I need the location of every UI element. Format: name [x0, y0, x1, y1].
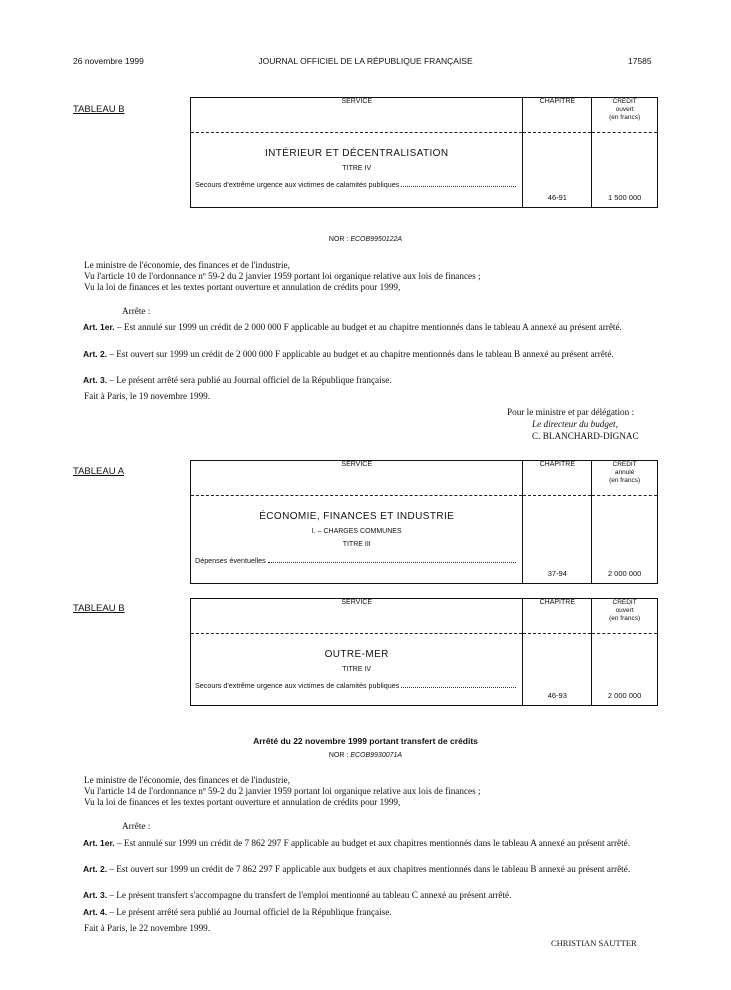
article	[73, 864, 658, 875]
article	[73, 890, 658, 901]
article-text: – Est ouvert sur 1999 un crédit de 2 000 000 F applicable au budget et au chapitre mentionnés dans le tableau B annexé au présent arrêté.	[107, 349, 614, 359]
credit-table	[190, 598, 658, 706]
decree1-intro	[84, 260, 664, 293]
col-chapitre: CHAPITRE	[523, 461, 592, 496]
article-label: Art. 2.	[83, 349, 108, 359]
col-credit-line: ouvert	[615, 106, 634, 113]
item-line	[195, 681, 518, 690]
credit-table	[190, 460, 658, 584]
article-text: – Le présent transfert s'accompagne du transfert de l'emploi mentionné au tableau C annexé au présent arrêté.	[107, 890, 512, 900]
nor-label: NOR :	[328, 752, 349, 759]
titre: TITRE III	[342, 541, 371, 548]
article	[73, 349, 658, 360]
table-label: TABLEAU B	[73, 603, 125, 614]
nor-line	[0, 236, 731, 243]
chapitre-cell	[523, 634, 592, 706]
article	[73, 375, 658, 386]
credit-table	[190, 97, 658, 208]
table-header	[191, 599, 658, 634]
journal-title: JOURNAL OFFICIEL DE LA RÉPUBLIQUE FRANÇAISE	[258, 56, 473, 66]
nor-code: ECOB9950122A	[350, 236, 403, 243]
service-cell	[191, 496, 523, 584]
section-title: INTÉRIEUR ET DÉCENTRALISATION	[265, 148, 449, 159]
col-chapitre: CHAPITRE	[523, 599, 592, 634]
credit-value: 1 500 000	[607, 193, 642, 202]
col-service: SERVICE	[191, 599, 523, 634]
col-credit	[592, 98, 658, 133]
credit-cell	[592, 133, 658, 208]
col-credit-line: CRÉDIT	[612, 98, 637, 105]
signature-name: C. BLANCHARD-DIGNAC	[532, 431, 639, 441]
article-label: Art. 1er.	[83, 322, 115, 332]
intro-line: Vu la loi de finances et les textes portant ouverture et annulation de crédits pour 1999,	[84, 797, 401, 807]
decree-title: Arrêté du 22 novembre 1999 portant transfert de crédits	[253, 736, 478, 746]
article-label: Art. 1er.	[83, 838, 115, 848]
leader-dots	[401, 686, 516, 688]
col-credit-line: CRÉDIT	[612, 599, 637, 606]
item-line	[195, 556, 518, 565]
article-text: – Est ouvert sur 1999 un crédit de 7 862 297 F applicable aux budgets et aux chapitres mentionnés dans le tableau B annexé au présent arrêté.	[107, 864, 631, 874]
chapitre-value: 37-94	[547, 569, 567, 578]
table-body	[191, 133, 658, 208]
signature-name: CHRISTIAN SAUTTER	[551, 938, 637, 948]
nor-line	[0, 752, 731, 759]
table-header	[191, 98, 658, 133]
article-label: Art. 4.	[83, 907, 108, 917]
article-label: Art. 2.	[83, 864, 108, 874]
col-credit-line: annulé	[614, 469, 635, 476]
article-label: Art. 3.	[83, 375, 108, 385]
intro-line: Vu l'article 14 de l'ordonnance nº 59-2 du 2 janvier 1959 portant loi organique relative aux lois de finances ;	[84, 786, 481, 796]
col-credit	[592, 461, 658, 496]
article	[73, 907, 658, 918]
leader-dots	[401, 185, 516, 187]
service-cell	[191, 133, 523, 208]
col-credit-line: (en francs)	[609, 114, 641, 121]
chapitre-cell	[523, 496, 592, 584]
intro-line: Vu l'article 10 de l'ordonnance nº 59-2 du 2 janvier 1959 portant loi organique relative aux lois de finances ;	[84, 271, 481, 281]
col-credit-line: CRÉDIT	[612, 461, 637, 468]
fait-line: Fait à Paris, le 19 novembre 1999.	[84, 391, 211, 401]
table-body	[191, 496, 658, 584]
col-credit	[592, 599, 658, 634]
chapitre-value: 46-93	[547, 691, 567, 700]
article-text: – Est annulé sur 1999 un crédit de 2 000 000 F applicable au budget et au chapitre mentionnés dans le tableau A annexé au présent arrêté.	[114, 322, 622, 332]
article-text: – Est annulé sur 1999 un crédit de 7 862 297 F applicable au budget et aux chapitres mentionnés dans le tableau A annexé au présent arrêté.	[114, 838, 631, 848]
credit-value: 2 000 000	[607, 691, 642, 700]
intro-line: Le ministre de l'économie, des finances et de l'industrie,	[84, 260, 290, 270]
article	[73, 838, 658, 849]
subsection: I. – CHARGES COMMUNES	[311, 528, 402, 535]
credit-cell	[592, 634, 658, 706]
leader-dots	[268, 561, 517, 563]
table-label: TABLEAU B	[73, 104, 125, 115]
item-text: Secours d'extrême urgence aux victimes de calamités publiques	[195, 681, 400, 690]
col-service: SERVICE	[191, 98, 523, 133]
article-text: – Le présent arrêté sera publié au Journal officiel de la République française.	[107, 907, 392, 917]
nor-label: NOR :	[328, 236, 349, 243]
chapitre-value: 46-91	[547, 193, 567, 202]
col-credit-line: (en francs)	[609, 615, 641, 622]
intro-line: Vu la loi de finances et les textes portant ouverture et annulation de crédits pour 1999,	[84, 282, 401, 292]
page-number: 17585	[628, 56, 652, 66]
chapitre-cell	[523, 133, 592, 208]
table-body	[191, 634, 658, 706]
titre: TITRE IV	[342, 165, 372, 172]
col-service: SERVICE	[191, 461, 523, 496]
decree2-intro	[84, 775, 664, 808]
item-text: Dépenses éventuelles	[195, 556, 266, 565]
article-text: – Le présent arrêté sera publié au Journal officiel de la République française.	[107, 375, 392, 385]
signature-title: Le directeur du budget,	[532, 419, 618, 429]
intro-line: Le ministre de l'économie, des finances et de l'industrie,	[84, 775, 290, 785]
titre: TITRE IV	[342, 666, 372, 673]
item-text: Secours d'extrême urgence aux victimes de calamités publiques	[195, 180, 400, 189]
col-credit-line: ouvert	[615, 607, 634, 614]
nor-code: ECOB9930071A	[350, 752, 403, 759]
table-header	[191, 461, 658, 496]
item-line	[195, 180, 518, 189]
arrete: Arrête :	[122, 821, 151, 831]
article-label: Art. 3.	[83, 890, 108, 900]
section-title: ÉCONOMIE, FINANCES ET INDUSTRIE	[259, 511, 455, 522]
article	[73, 322, 658, 333]
credit-value: 2 000 000	[607, 569, 642, 578]
table-label: TABLEAU A	[73, 466, 125, 477]
fait-line: Fait à Paris, le 22 novembre 1999.	[84, 923, 211, 933]
arrete: Arrête :	[122, 306, 151, 316]
section-title: OUTRE-MER	[324, 649, 389, 660]
credit-cell	[592, 496, 658, 584]
col-chapitre: CHAPITRE	[523, 98, 592, 133]
col-credit-line: (en francs)	[609, 477, 641, 484]
service-cell	[191, 634, 523, 706]
signature-line: Pour le ministre et par délégation :	[507, 407, 635, 417]
header-date: 26 novembre 1999	[73, 56, 144, 66]
